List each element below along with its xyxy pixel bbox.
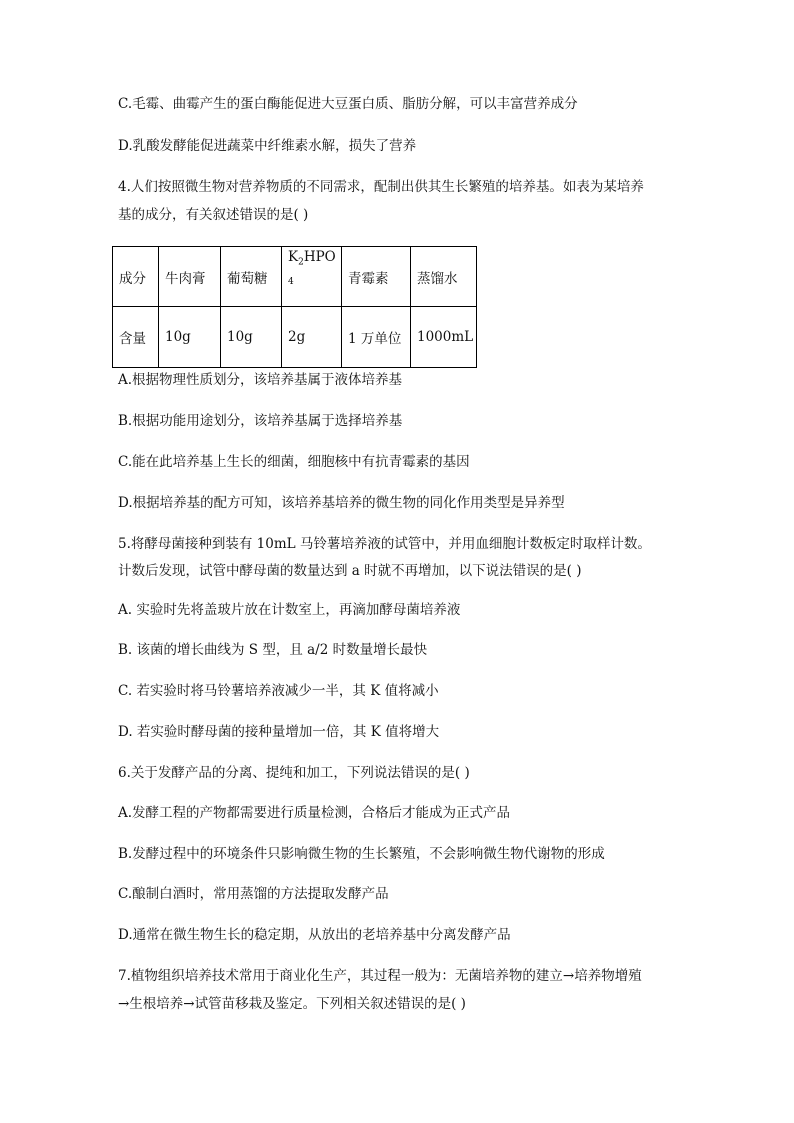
option-6c: C.酿制白酒时，常用蒸馏的方法提取发酵产品 [118,886,389,902]
option-6d: D.通常在微生物生长的稳定期，从放出的老培养基中分离发酵产品 [118,927,511,943]
option-4b: B.根据功能用途划分，该培养基属于选择培养基 [118,413,403,429]
table-cell: 10g [159,307,221,368]
table-cell: 2g [282,307,342,368]
question-7-line-1: 7.植物组织培养技术常用于商业化生产，其过程一般为：无菌培养物的建立→培养物增殖 [118,968,642,984]
option-3d: D.乳酸发酵能促进蔬菜中纤维素水解，损失了营养 [118,138,417,154]
k2hpo4-label: $K_2HPO$ 4 [288,249,336,287]
option-5c: C. 若实验时将马铃薯培养液减少一半，其 K 值将减小 [118,683,439,699]
table-cell: 葡萄糖 [221,247,282,307]
table-cell: 牛肉膏 [159,247,221,307]
option-4a: A.根据物理性质划分，该培养基属于液体培养基 [118,372,403,388]
table-cell: 10g [221,307,282,368]
option-6a: A.发酵工程的产物都需要进行质量检测，合格后才能成为正式产品 [118,805,511,821]
option-6b: B.发酵过程中的环境条件只影响微生物的生长繁殖，不会影响微生物代谢物的形成 [118,846,605,862]
question-6: 6.关于发酵产品的分离、提纯和加工，下列说法错误的是( ) [118,765,470,781]
question-7-line-2: →生根培养→试管苗移栽及鉴定。下列相关叙述错误的是( ) [118,996,466,1012]
option-4d: D.根据培养基的配方可知，该培养基培养的微生物的同化作用类型是异养型 [118,495,565,511]
table-cell: 1000mL [411,307,477,368]
table-cell [282,247,342,307]
question-5-line-1: 5.将酵母菌接种到装有 10mL 马铃薯培养液的试管中，并用血细胞计数板定时取样计数。 [118,536,651,552]
option-3c: C.毛霉、曲霉产生的蛋白酶能促进大豆蛋白质、脂肪分解，可以丰富营养成分 [118,96,578,112]
table-cell: 1 万单位 [342,307,411,368]
question-5-line-2: 计数后发现，试管中酵母菌的数量达到 a 时就不再增加，以下说法错误的是( ) [118,563,582,579]
option-5a: A. 实验时先将盖玻片放在计数室上，再滴加酵母菌培养液 [118,602,461,618]
option-5d: D. 若实验时酵母菌的接种量增加一倍，其 K 值将增大 [118,724,440,740]
table-cell: 成分 [113,247,159,307]
nutrient-table [112,246,477,368]
table-cell: 青霉素 [342,247,411,307]
option-4c: C.能在此培养基上生长的细菌，细胞核中有抗青霉素的基因 [118,454,470,470]
table-cell: 蒸馏水 [411,247,477,307]
option-5b: B. 该菌的增长曲线为 S 型，且 a/2 时数量增长最快 [118,642,428,658]
table-cell: 含量 [113,307,159,368]
question-4-line-2: 基的成分，有关叙述错误的是( ) [118,207,309,223]
table-header-row [113,247,477,307]
question-4-line-1: 4.人们按照微生物对营养物质的不同需求，配制出供其生长繁殖的培养基。如表为某培养 [118,179,644,195]
table-data-row [113,307,477,368]
